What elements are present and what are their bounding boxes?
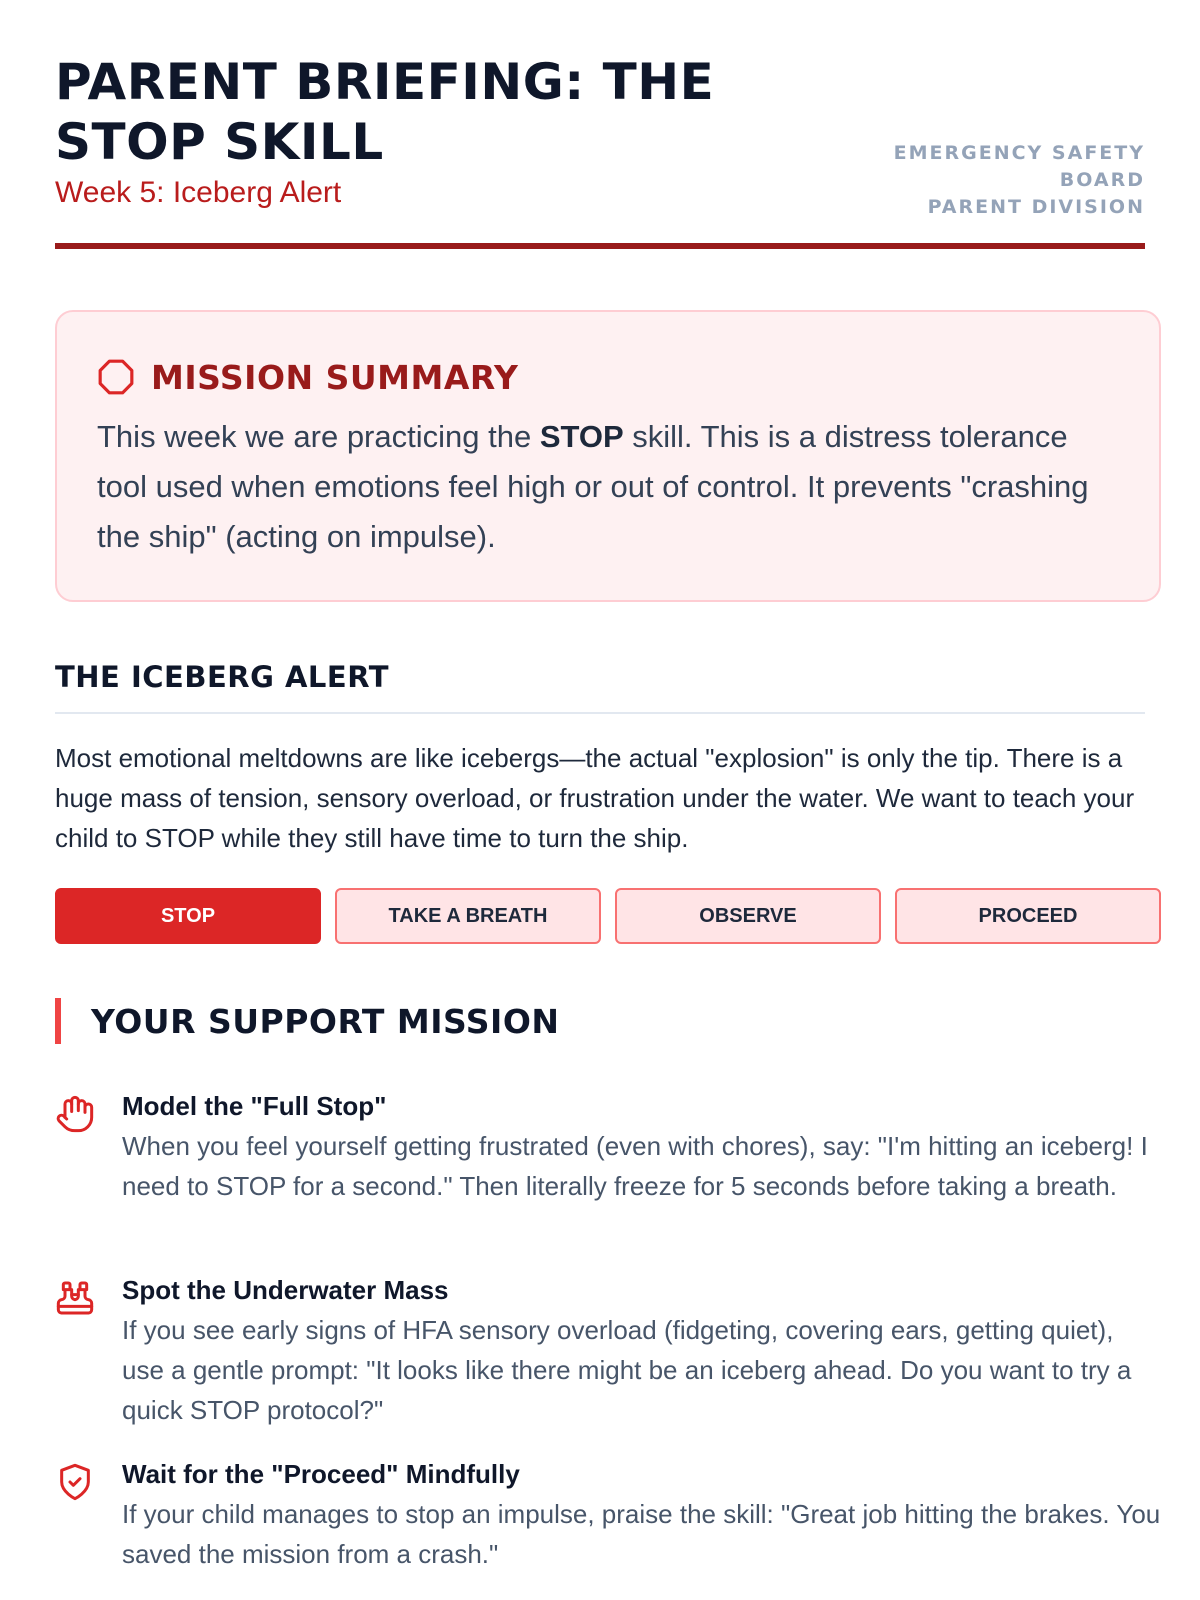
step-proceed[interactable]: PROCEED	[895, 888, 1161, 944]
support-item-text: If you see early signs of HFA sensory overload (fidgeting, covering ears, getting quiet), use a gentle prompt: "It looks like there might be an iceberg ahead. Do you want to try a quick STOP protocol?"	[122, 1315, 1132, 1425]
summary-heading	[97, 352, 1119, 402]
stop-steps	[55, 888, 1161, 944]
iceberg-text: Most emotional meltdowns are like icebergs—the actual "explosion" is only the tip. There is a huge mass of tension, sensory overload, or frustration under the water. We want to teach your child to STOP while they still have time to turn the ship.	[55, 743, 1135, 853]
binoculars-icon	[55, 1278, 95, 1318]
support-item	[55, 1270, 1161, 1430]
support-item	[55, 1454, 1161, 1574]
header-divider	[55, 243, 1145, 249]
support-item-body	[122, 1086, 1161, 1206]
support-item	[55, 1086, 1161, 1206]
summary-text	[97, 412, 1119, 562]
page-subtitle: Week 5: Iceberg Alert	[55, 176, 342, 209]
step-stop[interactable]: STOP	[55, 888, 321, 944]
support-section-title: YOUR SUPPORT MISSION	[91, 1001, 560, 1041]
page-header	[55, 0, 1145, 255]
summary-title: MISSION SUMMARY	[151, 357, 519, 397]
support-item-body	[122, 1270, 1161, 1430]
summary-text-start: This week we are practicing the	[97, 419, 540, 454]
mission-summary-card	[55, 310, 1161, 602]
step-take-a-breath[interactable]: TAKE A BREATH	[335, 888, 601, 944]
summary-text-bold: STOP	[539, 419, 624, 454]
support-item-title: Model the "Full Stop"	[122, 1091, 387, 1121]
step-observe[interactable]: OBSERVE	[615, 888, 881, 944]
octagon-stop-icon	[97, 358, 135, 396]
support-item-title: Wait for the "Proceed" Mindfully	[122, 1459, 520, 1489]
organization-label	[845, 140, 1145, 221]
support-item-text: If your child manages to stop an impulse, praise the skill: "Great job hitting the brakes. You saved the mission from a crash."	[122, 1499, 1161, 1569]
org-line-1: EMERGENCY SAFETY BOARD	[893, 142, 1145, 191]
iceberg-divider	[55, 712, 1145, 714]
support-item-body	[122, 1454, 1161, 1574]
iceberg-section-title: THE ICEBERG ALERT	[55, 660, 390, 694]
summary-text-end: skill. This is a distress tolerance tool used when emotions feel high or out of control. It prevents "crashing the ship" (acting on impulse).	[97, 419, 1089, 554]
hand-icon	[55, 1094, 95, 1134]
support-item-title: Spot the Underwater Mass	[122, 1275, 449, 1305]
shield-check-icon	[55, 1462, 95, 1502]
support-section-heading	[55, 998, 560, 1044]
support-item-text: When you feel yourself getting frustrated (even with chores), say: "I'm hitting an iceberg! I need to STOP for a second." Then literally freeze for 5 seconds before taking a breath.	[122, 1131, 1148, 1201]
org-line-2: PARENT DIVISION	[927, 196, 1145, 218]
page-title: PARENT BRIEFING: THE STOP SKILL	[55, 53, 715, 171]
